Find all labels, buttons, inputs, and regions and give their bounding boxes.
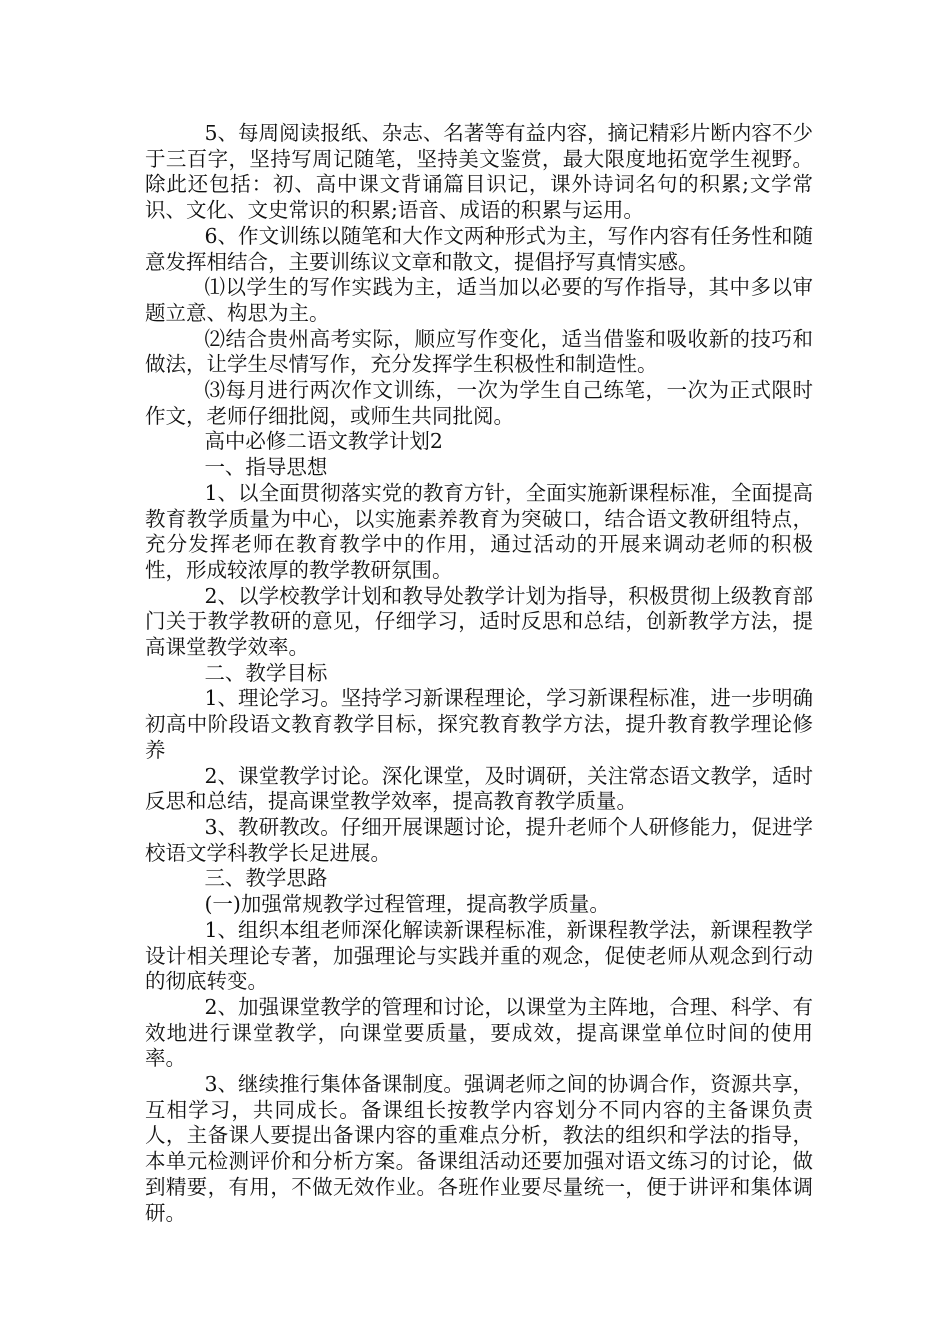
paragraph-writing-training: 6、作文训练以随笔和大作文两种形式为主，写作内容有任务性和随意发挥相结合，主要训练议文章和散文，提倡抒写真情实感。 [145,223,813,274]
paragraph-guiding-1: 1、以全面贯彻落实党的教育方针，全面实施新课程标准，全面提高教育教学质量为中心，以实施素养教育为突破口，结合语文教研组特点，充分发挥老师在教育教学中的作用，通过活动的开展来调动老师的积极性，形成较浓厚的教学教研氛围。 [145,480,813,582]
section-heading-guiding-thought: 一、指导思想 [204,455,328,480]
paragraph-reading-accumulation: 5、每周阅读报纸、杂志、名著等有益内容，摘记精彩片断内容不少于三百字，坚持写周记随笔，坚持美文鉴赏，最大限度地拓宽学生视野。除此还包括：初、高中课文背诵篇目识记，课外诗词名句的积累;文学常识、文化、文史常识的积累;语音、成语的积累与运用。 [145,121,813,223]
paragraph-approach-2: 2、加强课堂教学的管理和讨论，以课堂为主阵地，合理、科学、有效地进行课堂教学，向课堂要质量，要成效，提高课堂单位时间的使用率。 [145,994,813,1071]
paragraph-goal-2: 2、课堂教学讨论。深化课堂，及时调研，关注常态语文教学，适时反思和总结，提高课堂教学效率，提高教育教学质量。 [145,763,813,814]
paragraph-guiding-2: 2、以学校教学计划和教导处教学计划为指导，积极贯彻上级教育部门关于教学教研的意见，仔细学习，适时反思和总结，创新教学方法，提高课堂教学效率。 [145,583,813,660]
paragraph-writing-item-1: ⑴以学生的写作实践为主，适当加以必要的写作指导，其中多以审题立意、构思为主。 [145,275,813,325]
subheading-routine-management: (一)加强常规教学过程管理，提高教学质量。 [204,892,610,917]
paragraph-goal-1: 1、理论学习。坚持学习新课程理论，学习新课程标准，进一步明确初高中阶段语文教育教学目标，探究教育教学方法，提升教育教学理论修养 [145,686,813,762]
paragraph-writing-item-3: ⑶每月进行两次作文训练，一次为学生自己练笔，一次为正式限时作文，老师仔细批阅，或师生共同批阅。 [145,378,813,428]
paragraph-goal-3: 3、教研教改。仔细开展课题讨论，提升老师个人研修能力，促进学校语文学科教学长足进展。 [145,814,813,865]
paragraph-approach-3: 3、继续推行集体备课制度。强调老师之间的协调合作，资源共享，互相学习，共同成长。备课组长按教学内容划分不同内容的主备课负责人，主备课人要提出备课内容的重难点分析，教法的组织和学法的指导，本单元检测评价和分析方案。备课组活动还要加强对语文练习的讨论，做到精要，有用，不做无效作业。各班作业要尽量统一，便于讲评和集体调研。 [145,1072,813,1225]
document-body [145,121,813,1226]
section-heading-teaching-approach: 三、教学思路 [204,866,328,891]
plan-title: 高中必修二语文教学计划2 [204,429,443,454]
paragraph-approach-1: 1、组织本组老师深化解读新课程标准，新课程教学法，新课程教学设计相关理论专著，加强理论与实践并重的观念，促使老师从观念到行动的彻底转变。 [145,917,813,994]
section-heading-teaching-goals: 二、教学目标 [204,660,328,685]
paragraph-writing-item-2: ⑵结合贵州高考实际，顺应写作变化，适当借鉴和吸收新的技巧和做法，让学生尽情写作，充分发挥学生积极性和制造性。 [145,326,813,377]
